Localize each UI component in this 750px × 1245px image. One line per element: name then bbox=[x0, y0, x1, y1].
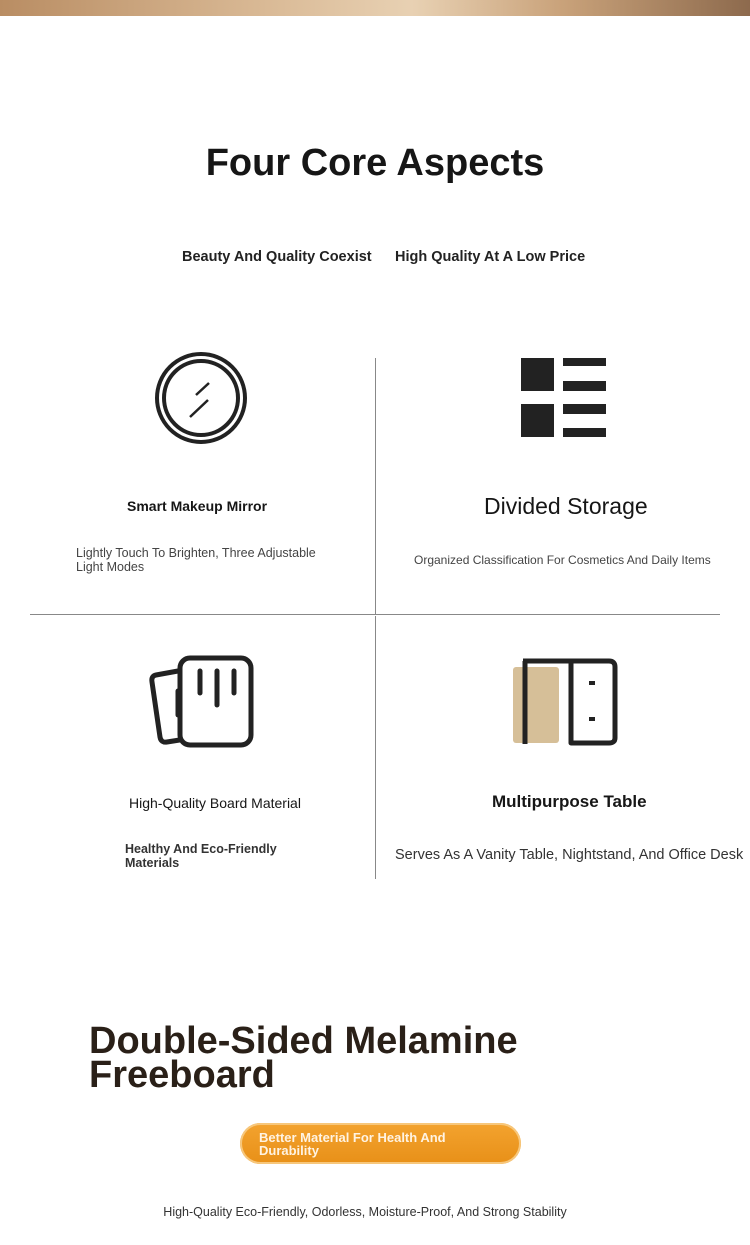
mirror-icon bbox=[154, 351, 248, 445]
product-photo-strip bbox=[0, 0, 750, 16]
table-cabinet-icon bbox=[511, 658, 619, 746]
grid-divider-horizontal bbox=[30, 614, 720, 615]
feature-title-board: High-Quality Board Material bbox=[129, 795, 301, 811]
storage-grid-icon bbox=[520, 357, 608, 439]
feature-desc-storage: Organized Classification For Cosmetics And Daily Items bbox=[414, 553, 711, 567]
page-title: Four Core Aspects bbox=[205, 142, 545, 184]
material-badge bbox=[240, 1123, 521, 1164]
subtitle-price: High Quality At A Low Price bbox=[395, 249, 586, 265]
feature-title-mirror: Smart Makeup Mirror bbox=[127, 498, 268, 514]
grid-divider-vertical-top bbox=[375, 358, 376, 614]
feature-desc-table: Serves As A Vanity Table, Nightstand, And Office Desk bbox=[395, 847, 744, 863]
board-material-icon bbox=[148, 655, 256, 749]
feature-title-storage: Divided Storage bbox=[484, 493, 648, 519]
feature-desc-board: Healthy And Eco-Friendly Materials bbox=[125, 842, 277, 870]
subtitle-quality: Beauty And Quality Coexist bbox=[182, 249, 372, 265]
material-badge-label: Better Material For Health And Durability bbox=[259, 1130, 446, 1158]
feature-title-table: Multipurpose Table bbox=[492, 792, 647, 811]
feature-desc-mirror: Lightly Touch To Brighten, Three Adjustable Light Modes bbox=[76, 546, 316, 574]
material-title: Double-Sided Melamine Freeboard bbox=[89, 1020, 518, 1096]
material-description: High-Quality Eco-Friendly, Odorless, Moisture-Proof, And Strong Stability bbox=[163, 1205, 567, 1219]
grid-divider-vertical-bottom bbox=[375, 616, 376, 879]
